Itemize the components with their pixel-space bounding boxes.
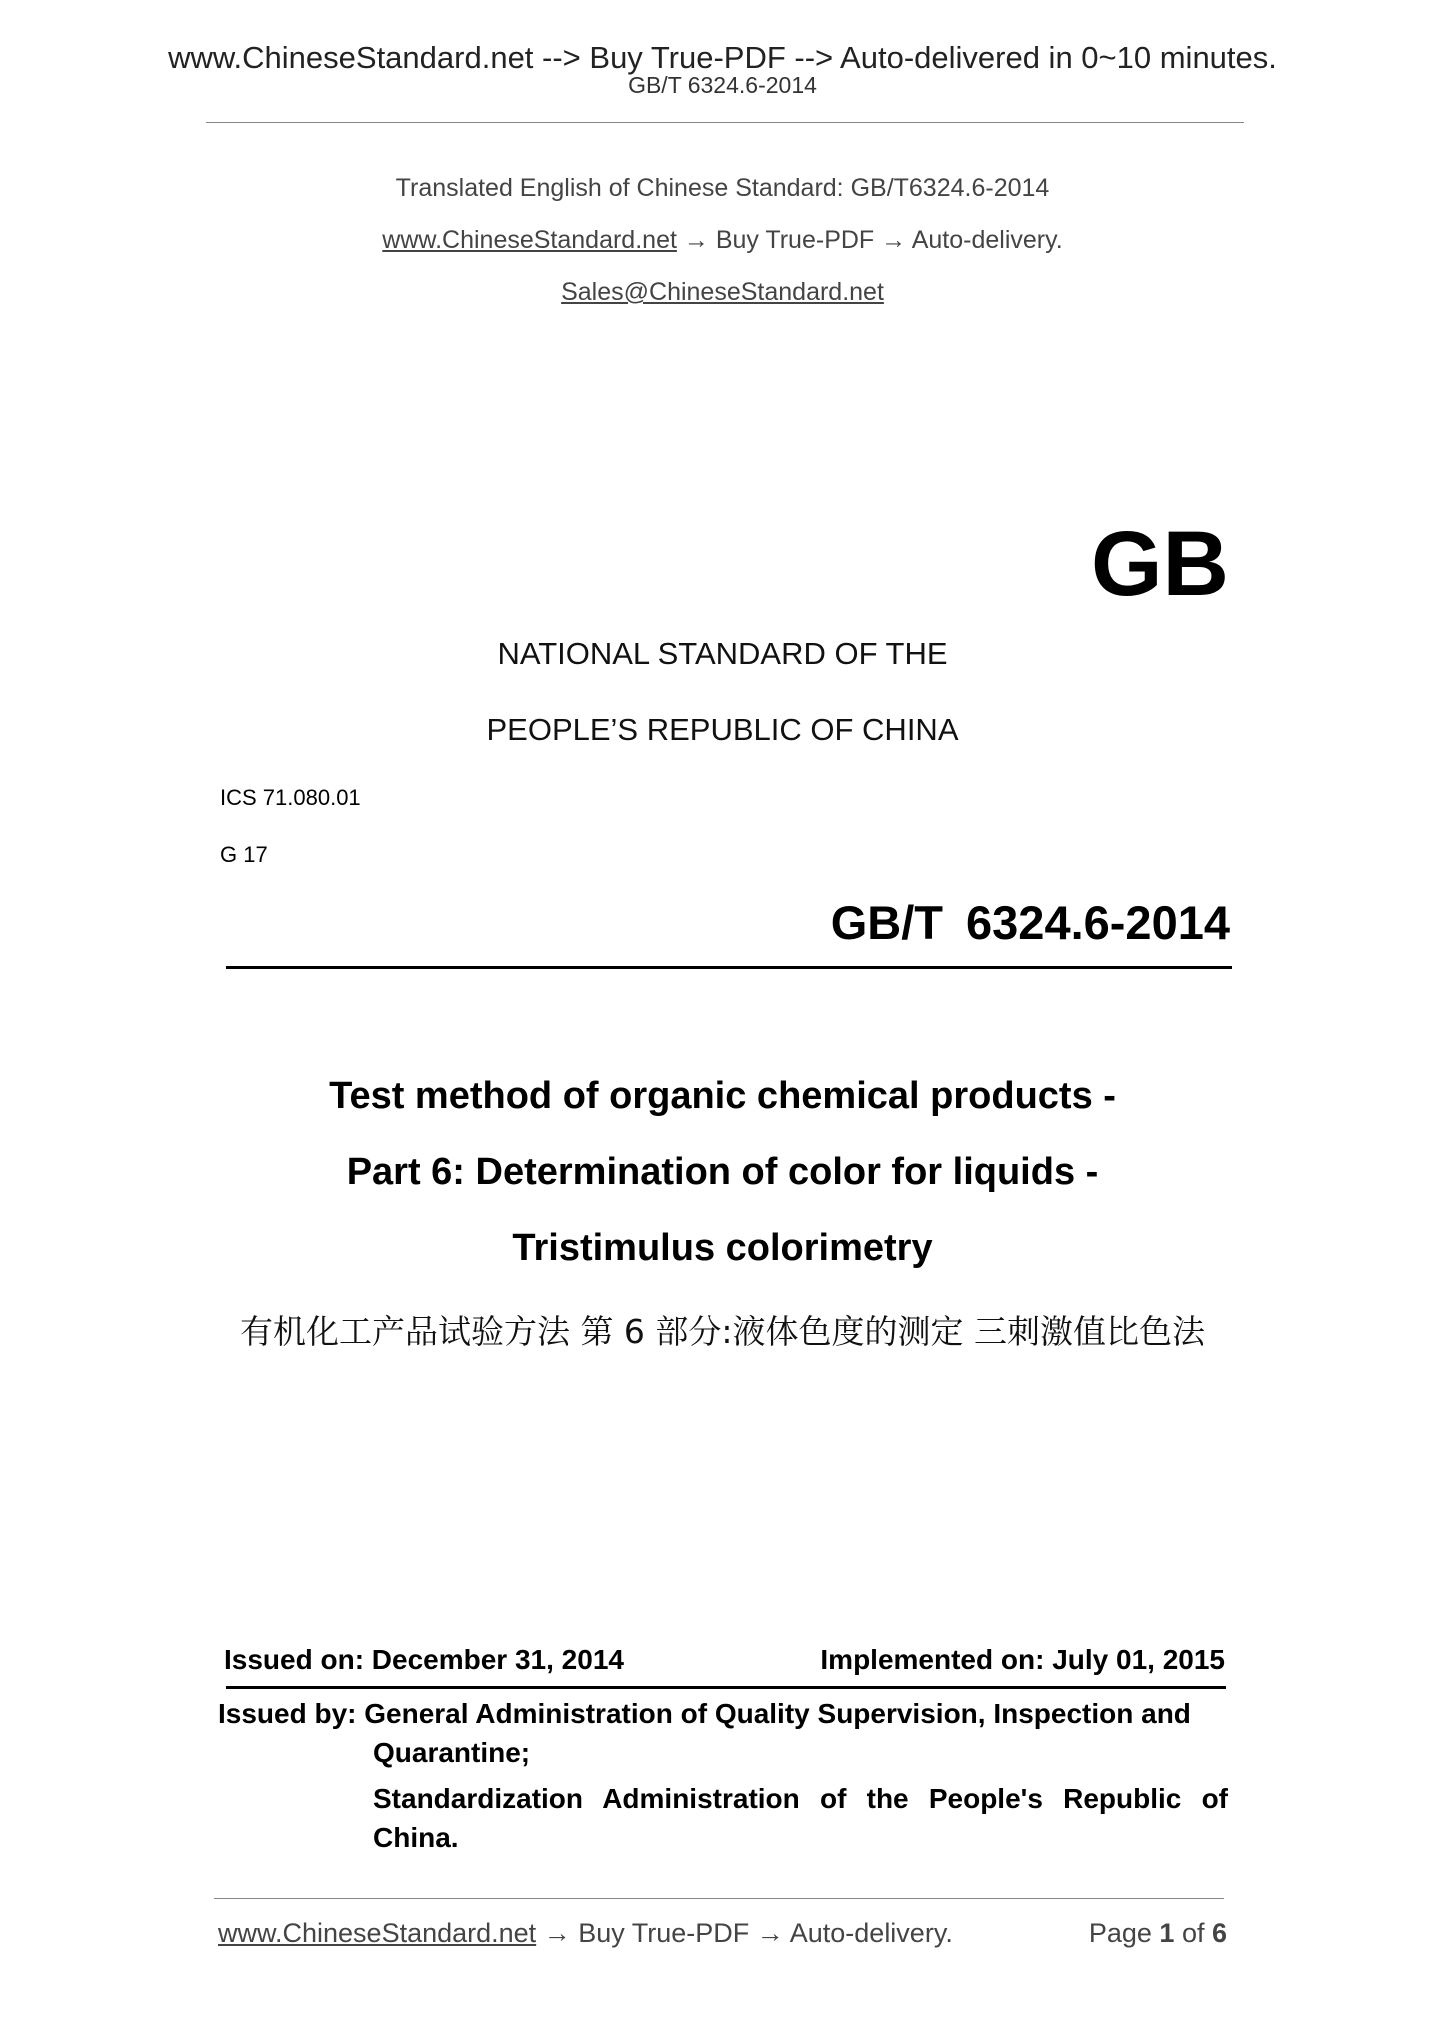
ics-code: ICS 71.080.01 <box>220 785 361 810</box>
issue-rule <box>226 1686 1226 1689</box>
footer-links <box>218 1918 953 1949</box>
page-total: 6 <box>1211 1918 1227 1948</box>
issued-by-line3: Standardization Administration of the People's Republic of <box>373 1783 1228 1814</box>
title-line3: Tristimulus colorimetry <box>512 1227 933 1269</box>
buy-text: → Buy True-PDF → Auto-delivery. <box>676 226 1063 254</box>
standard-number: GB/T 6324.6-2014 <box>830 896 1230 949</box>
page-label: Page <box>1088 1918 1160 1948</box>
top-banner: www.ChineseStandard.net --> Buy True-PDF --> Auto-delivered in 0~10 minutes. <box>168 40 1277 75</box>
header-standard-code: GB/T 6324.6-2014 <box>628 72 817 98</box>
national-standard-line1: NATIONAL STANDARD OF THE <box>497 636 948 671</box>
page-indicator <box>1089 1918 1227 1949</box>
ccs-code: G 17 <box>220 842 268 867</box>
national-standard-line2: PEOPLE’S REPUBLIC OF CHINA <box>486 712 959 747</box>
issued-by-line1: Issued by: General Administration of Quality Supervision, Inspection and <box>218 1698 1191 1729</box>
title-line1: Test method of organic chemical products - <box>329 1075 1116 1117</box>
sales-email-link[interactable]: Sales@ChineseStandard.net <box>561 278 884 306</box>
translated-notice: Translated English of Chinese Standard: GB/T6324.6-2014 <box>395 174 1050 202</box>
site-link[interactable]: www.ChineseStandard.net <box>382 226 677 254</box>
implemented-on: Implemented on: July 01, 2015 <box>820 1644 1225 1675</box>
standard-number-rule <box>226 966 1232 969</box>
footer-buy-text: → Buy True-PDF → Auto-delivery. <box>536 1918 953 1948</box>
header-divider <box>206 122 1244 123</box>
page-current: 1 <box>1159 1918 1175 1948</box>
chinese-title: 有机化工产品试验方法 第 6 部分:液体色度的测定 三刺激值比色法 <box>239 1312 1206 1351</box>
footer-site-link[interactable]: www.ChineseStandard.net <box>218 1918 537 1948</box>
intro-links <box>0 226 1445 255</box>
page-of: of <box>1174 1918 1212 1948</box>
issued-by-line2: Quarantine; <box>373 1737 531 1768</box>
issued-by-line4: China. <box>373 1822 459 1853</box>
gb-mark: GB <box>1091 513 1229 615</box>
issued-on: Issued on: December 31, 2014 <box>224 1644 624 1675</box>
title-line2: Part 6: Determination of color for liquids - <box>346 1151 1099 1193</box>
footer-divider <box>214 1898 1224 1899</box>
